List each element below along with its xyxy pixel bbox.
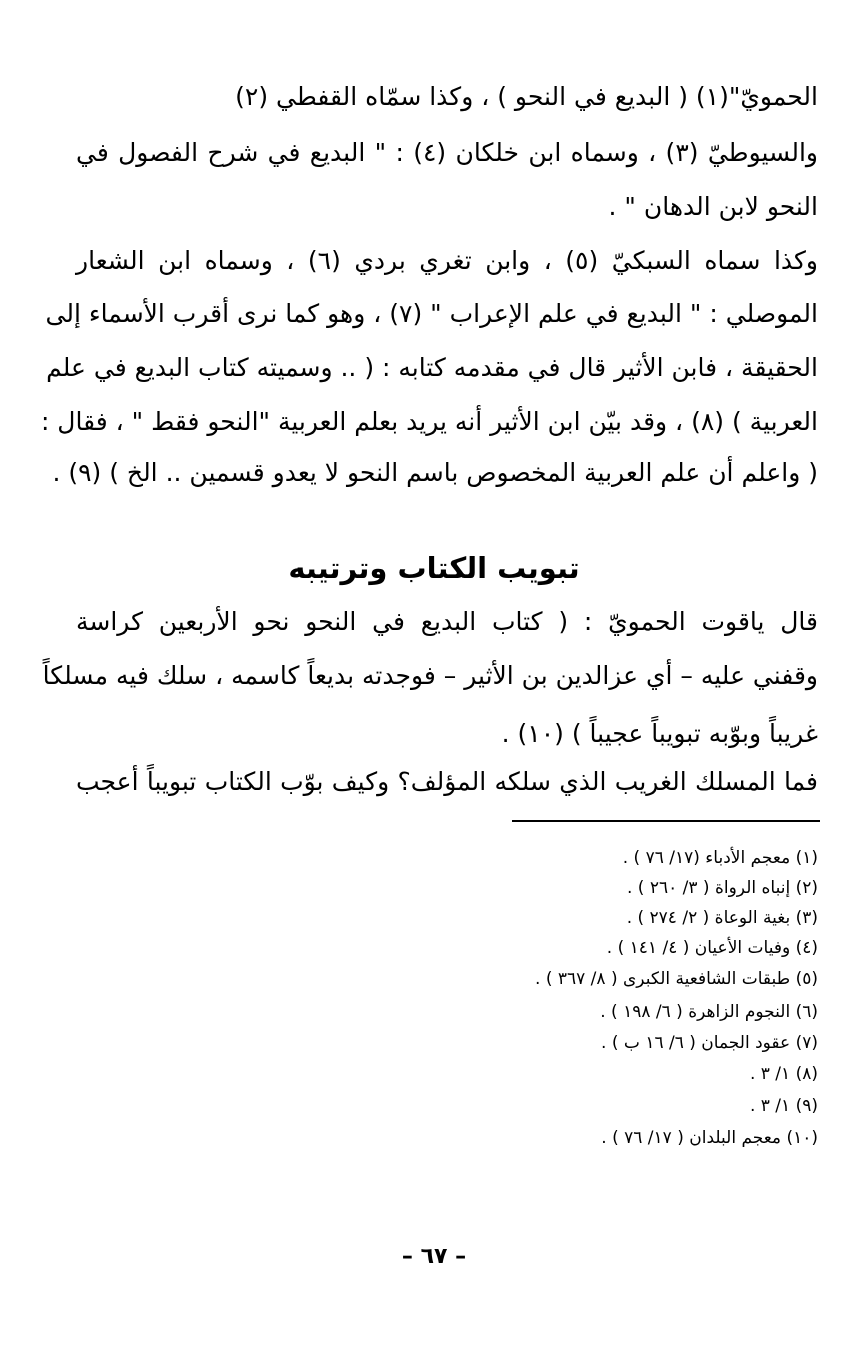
footnote: (١٠) معجم البلدان ( ١٧/ ٧٦ ) .	[601, 1128, 818, 1148]
body-line: الحقيقة ، فابن الأثير قال في مقدمه كتابه : ( .. وسميته كتاب البديع في علم	[46, 353, 818, 382]
body-line: فما المسلك الغريب الذي سلكه المؤلف؟ وكيف بوّب الكتاب تبويباً أعجب	[76, 767, 818, 796]
body-line: وكذا سماه السبكيّ (٥) ، وابن تغري بردي (٦) ، وسماه ابن الشعار	[76, 246, 818, 275]
footnote: (٥) طبقات الشافعية الكبرى ( ٨/ ٣٦٧ ) .	[535, 969, 818, 989]
body-line: الحمويّ"(١) ( البديع في النحو ) ، وكذا سمّاه القفطي (٢)	[235, 82, 818, 111]
footnote: (٢) إنباه الرواة ( ٣/ ٢٦٠ ) .	[627, 878, 818, 898]
body-line: وقفني عليه – أي عزالدين بن الأثير – فوجدته بديعاً كاسمه ، سلك فيه مسلكاً	[42, 661, 818, 690]
footnote: (٩) ١/ ٣ .	[749, 1096, 818, 1116]
page-number: – ٦٧ –	[401, 1244, 467, 1269]
footnote: (١) معجم الأدباء (١٧/ ٧٦ ) .	[622, 848, 818, 868]
body-line: العربية ) (٨) ، وقد بيّن ابن الأثير أنه يريد بعلم العربية "النحو فقط " ، فقال :	[40, 407, 818, 436]
section-heading: تبويب الكتاب وترتيبه	[288, 551, 580, 585]
body-line: قال ياقوت الحمويّ : ( كتاب البديع في النحو نحو الأربعين كراسة	[76, 607, 818, 636]
footnote-separator	[512, 820, 820, 822]
footnote: (٦) النجوم الزاهرة ( ٦/ ١٩٨ ) .	[600, 1002, 818, 1022]
footnote: (٨) ١/ ٣ .	[749, 1064, 818, 1084]
body-line: والسيوطيّ (٣) ، وسماه ابن خلكان (٤) : " البديع في شرح الفصول في	[76, 138, 818, 167]
body-line: غريباً وبوّبه تبويباً عجيباً ) (١٠) .	[501, 719, 818, 748]
body-line: الموصلي : " البديع في علم الإعراب " (٧) ، وهو كما نرى أقرب الأسماء إلى	[45, 299, 818, 328]
footnote: (٧) عقود الجمان ( ٦/ ١٦ ب ) .	[601, 1033, 818, 1053]
footnote: (٣) بغية الوعاة ( ٢/ ٢٧٤ ) .	[626, 908, 818, 928]
body-line: ( واعلم أن علم العربية المخصوص باسم النحو لا يعدو قسمين .. الخ ) (٩) .	[52, 458, 818, 487]
body-line: النحو لابن الدهان " .	[608, 192, 818, 221]
footnote: (٤) وفيات الأعيان ( ٤/ ١٤١ ) .	[606, 938, 818, 958]
